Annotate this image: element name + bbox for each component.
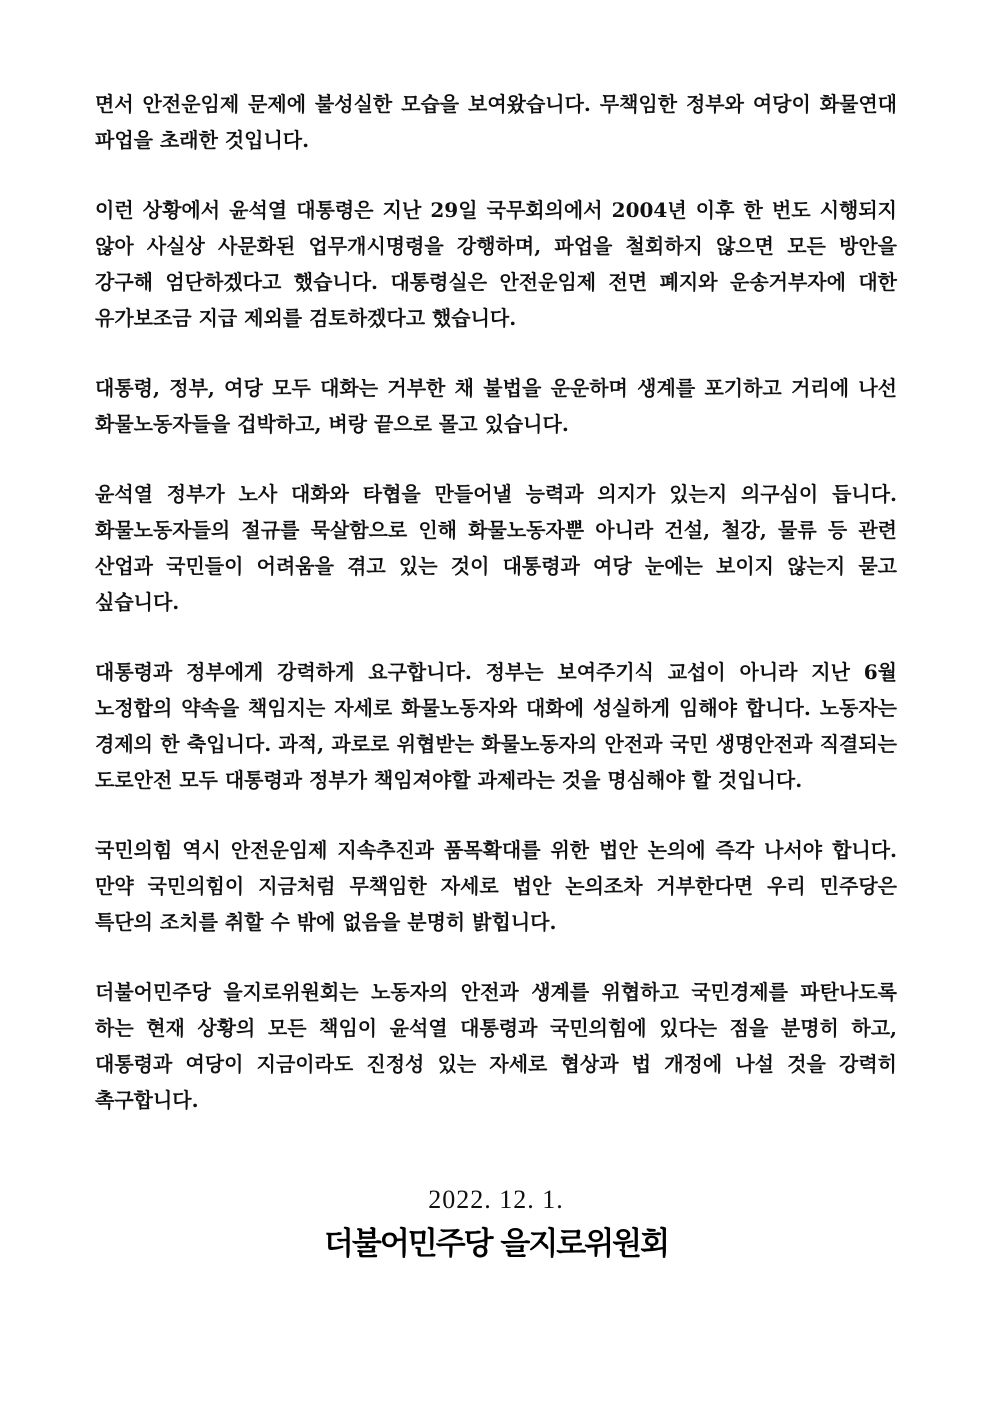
paragraph-4: 윤석열 정부가 노사 대화와 타협을 만들어낼 능력과 의지가 있는지 의구심이 듭니다. 화물노동자들의 절규를 묵살함으로 인해 화물노동자뿐 아니라 건설, 철강, 물류 등 관련 산업과 국민들이 어려움을 겪고 있는 것이 대통령과 여당 눈에는 보이지 않는지 묻고 싶습니다.: [95, 482, 897, 614]
paragraph-3: 대통령, 정부, 여당 모두 대화는 거부한 채 불법을 운운하며 생계를 포기하고 거리에 나선 화물노동자들을 겁박하고, 벼랑 끝으로 몰고 있습니다.: [95, 376, 897, 436]
paragraph-7: 더불어민주당 을지로위원회는 노동자의 안전과 생계를 위협하고 국민경제를 파탄나도록 하는 현재 상황의 모든 책임이 윤석열 대통령과 국민의힘에 있다는 점을 분명히 하고, 대통령과 여당이 지금이라도 진정성 있는 자세로 협상과 법 개정에 나설 것을 강력히 촉구합니다.: [95, 980, 897, 1112]
statement-body: [95, 86, 897, 1152]
paragraph-6: 국민의힘 역시 안전운임제 지속추진과 품목확대를 위한 법안 논의에 즉각 나서야 합니다. 만약 국민의힘이 지금처럼 무책임한 자세로 법안 논의조차 거부한다면 우리 민주당은 특단의 조치를 취할 수 밖에 없음을 분명히 밝힙니다.: [95, 838, 897, 934]
statement-date: 2022. 12. 1.: [428, 1185, 564, 1214]
paragraph-1: 면서 안전운임제 문제에 불성실한 모습을 보여왔습니다. 무책임한 정부와 여당이 화물연대 파업을 초래한 것입니다.: [95, 92, 897, 152]
paragraph-2: 이런 상황에서 윤석열 대통령은 지난 29일 국무회의에서 2004년 이후 한 번도 시행되지 않아 사실상 사문화된 업무개시명령을 강행하며, 파업을 철회하지 않으면 모든 방안을 강구해 엄단하겠다고 했습니다. 대통령실은 안전운임제 전면 폐지와 운송거부자에 대한 유가보조금 지급 제외를 검토하겠다고 했습니다.: [95, 198, 897, 330]
organization-signature: 더불어민주당 을지로위원회: [323, 1226, 669, 1262]
paragraph-5: 대통령과 정부에게 강력하게 요구합니다. 정부는 보여주기식 교섭이 아니라 지난 6월 노정합의 약속을 책임지는 자세로 화물노동자와 대화에 성실하게 임해야 합니다. 노동자는 경제의 한 축입니다. 과적, 과로로 위협받는 화물노동자의 안전과 국민 생명안전과 직결되는 도로안전 모두 대통령과 정부가 책임져야할 과제라는 것을 명심해야 할 것입니다.: [95, 660, 897, 792]
